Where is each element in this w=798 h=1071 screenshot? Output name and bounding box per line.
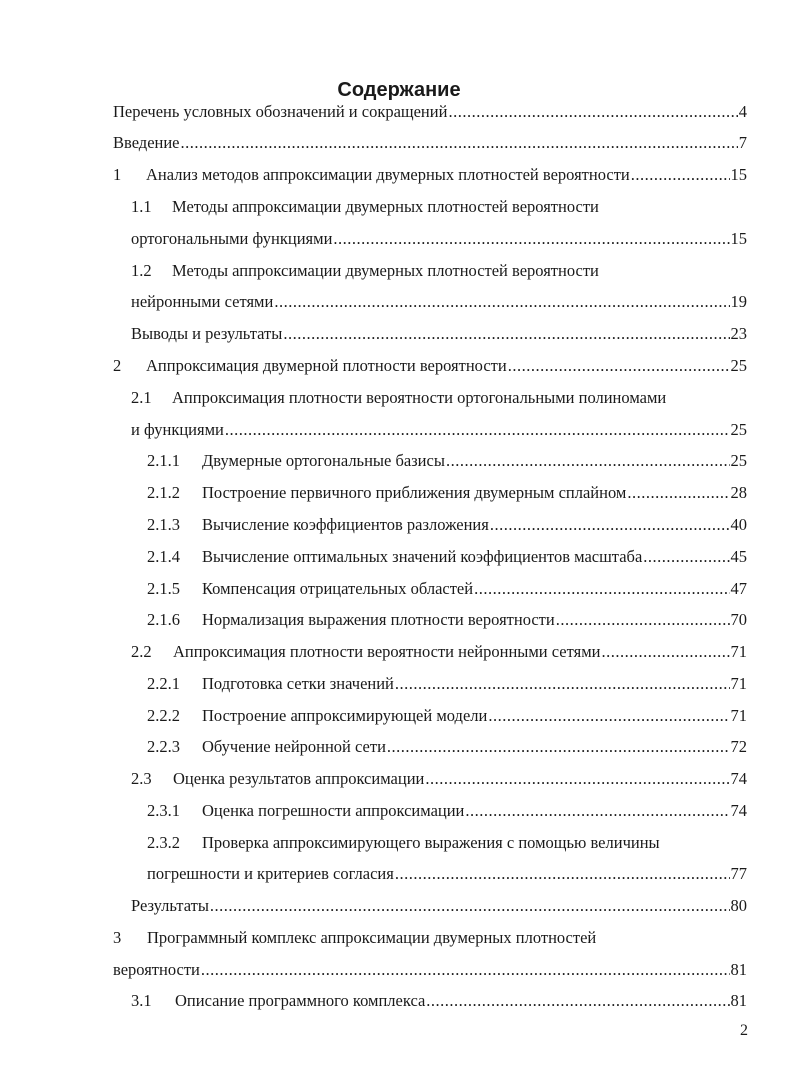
toc-entry[interactable] [131, 638, 747, 666]
toc-entry-text: Вычисление оптимальных значений коэффициентов масштаба [202, 547, 643, 566]
toc-entry-page: 80 [730, 896, 747, 915]
toc-entry-page: 74 [730, 769, 747, 788]
page-title: Содержание [337, 79, 461, 101]
toc-leader [425, 765, 729, 793]
toc-entry-text: Методы аппроксимации двумерных плотностей вероятности [172, 261, 599, 280]
toc-leader [490, 511, 730, 539]
toc-entry-text: Двумерные ортогональные базисы [202, 451, 445, 470]
toc-entry-text: Аппроксимация плотности вероятности ортогональными полиномами [172, 388, 667, 407]
toc-leader [465, 797, 729, 825]
toc-entry-number: 2.2 [131, 642, 152, 661]
toc-leader [631, 161, 730, 189]
toc-leader [474, 575, 729, 603]
toc-entry[interactable] [131, 257, 747, 285]
toc-entry[interactable] [131, 225, 747, 253]
toc-entry-number: 2.1.6 [147, 610, 180, 629]
toc-entry-number: 1 [113, 165, 122, 184]
toc-entry[interactable] [147, 829, 747, 857]
toc-entry-number: 2 [113, 356, 122, 375]
toc-leader [556, 606, 730, 634]
toc-leader [627, 479, 729, 507]
toc-entry-text: Компенсация отрицательных областей [202, 579, 474, 598]
toc-entry-number: 2.3 [131, 769, 152, 788]
toc-entry[interactable] [147, 860, 747, 888]
toc-entry[interactable] [131, 320, 747, 348]
page-number: 2 [740, 1022, 748, 1039]
toc-leader [387, 733, 730, 761]
toc-entry[interactable] [113, 98, 747, 126]
toc-leader [333, 225, 729, 253]
toc-entry-page: 81 [730, 960, 747, 979]
toc-leader [448, 98, 737, 126]
toc-entry-text: Обучение нейронной сети [202, 737, 386, 756]
toc-entry-page: 72 [730, 737, 747, 756]
toc-entry[interactable] [147, 543, 747, 571]
toc-entry-text: Оценка погрешности аппроксимации [202, 801, 465, 820]
toc-entry-page: 40 [730, 515, 747, 534]
toc-entry[interactable] [147, 733, 747, 761]
toc-entry-number: 2.2.3 [147, 737, 180, 756]
toc-entry-text: Выводы и результаты [131, 324, 283, 343]
toc-entry-page: 25 [730, 356, 747, 375]
toc-entry-page: 15 [730, 165, 747, 184]
toc-leader [395, 860, 730, 888]
toc-leader [643, 543, 729, 571]
toc-entry-text: Проверка аппроксимирующего выражения с помощью величины [202, 833, 660, 852]
toc-entry-text: погрешности и критериев согласия [147, 864, 394, 883]
toc-entry-page: 47 [730, 579, 747, 598]
toc-entry-number: 1.1 [131, 197, 152, 216]
toc-entry[interactable] [147, 511, 747, 539]
toc-entry-text: Аппроксимация плотности вероятности нейронными сетями [173, 642, 601, 661]
toc-entry-page: 15 [730, 229, 747, 248]
toc-entry[interactable] [147, 447, 747, 475]
toc-entry-page: 19 [730, 292, 747, 311]
toc-entry-text: Описание программного комплекса [175, 991, 426, 1010]
toc-entry-text: Результаты [131, 896, 209, 915]
toc-entry-page: 7 [738, 133, 747, 152]
toc-entry-number: 2.1.1 [147, 451, 180, 470]
toc-entry-text: вероятности [113, 960, 200, 979]
toc-entry-number: 3 [113, 928, 122, 947]
toc-entry-page: 45 [730, 547, 747, 566]
toc-leader [446, 447, 730, 475]
toc-entry-text: нейронными сетями [131, 292, 274, 311]
toc-leader [210, 892, 730, 920]
toc-entry-text: Вычисление коэффициентов разложения [202, 515, 489, 534]
toc-entry-number: 1.2 [131, 261, 152, 280]
toc-entry-page: 71 [730, 674, 747, 693]
toc-entry-number: 2.1.4 [147, 547, 180, 566]
toc-leader [274, 288, 729, 316]
toc-entry-text: Оценка результатов аппроксимации [173, 769, 425, 788]
toc-entry[interactable] [113, 129, 747, 157]
toc-entry[interactable] [147, 797, 747, 825]
toc-entry-page: 71 [730, 706, 747, 725]
toc-entry[interactable] [131, 892, 747, 920]
toc-leader [395, 670, 730, 698]
toc-leader [283, 320, 729, 348]
toc-entry[interactable] [131, 987, 747, 1015]
toc-entry-text: Перечень условных обозначений и сокращений [113, 102, 448, 121]
toc-entry-number: 3.1 [131, 991, 152, 1010]
toc-entry[interactable] [113, 924, 747, 952]
toc-entry-page: 70 [730, 610, 747, 629]
toc-entry-text: Программный комплекс аппроксимации двумерных плотностей [147, 928, 597, 947]
toc-leader [426, 987, 729, 1015]
toc-entry[interactable] [113, 352, 747, 380]
toc-entry-number: 2.1 [131, 388, 152, 407]
toc-entry-page: 25 [730, 420, 747, 439]
toc-leader [488, 702, 729, 730]
toc-entry[interactable] [113, 956, 747, 984]
toc-entry-page: 81 [730, 991, 747, 1010]
toc-entry[interactable] [131, 765, 747, 793]
toc-entry-text: Нормализация выражения плотности вероятности [202, 610, 555, 629]
toc-entry-page: 71 [730, 642, 747, 661]
toc-entry-text: Построение аппроксимирующей модели [202, 706, 488, 725]
toc-entry-text: Построение первичного приближения двумерным сплайном [202, 483, 627, 502]
toc-entry-page: 25 [730, 451, 747, 470]
toc-entry[interactable] [131, 193, 747, 221]
toc-entry-number: 2.1.2 [147, 483, 180, 502]
toc-entry-text: Введение [113, 133, 180, 152]
toc-entry-page: 23 [730, 324, 747, 343]
toc-entry-number: 2.2.2 [147, 706, 180, 725]
toc-entry-page: 4 [738, 102, 747, 121]
toc-entry-number: 2.2.1 [147, 674, 180, 693]
toc-leader [181, 129, 738, 157]
toc-entry-page: 77 [730, 864, 747, 883]
toc-entry-text: Аппроксимация двумерной плотности вероятности [146, 356, 507, 375]
toc-entry[interactable] [147, 575, 747, 603]
toc-leader [201, 956, 730, 984]
toc-entry[interactable] [147, 606, 747, 634]
toc-entry-page: 74 [730, 801, 747, 820]
toc-entry-number: 2.1.5 [147, 579, 180, 598]
toc-entry-page: 28 [730, 483, 747, 502]
toc-entry[interactable] [131, 384, 747, 412]
toc-leader [225, 416, 730, 444]
toc-entry-text: и функциями [131, 420, 224, 439]
toc-entry-text: Подготовка сетки значений [202, 674, 394, 693]
toc-entry-text: Анализ методов аппроксимации двумерных плотностей вероятности [146, 165, 630, 184]
toc-entry[interactable] [131, 288, 747, 316]
toc-entry-number: 2.3.2 [147, 833, 180, 852]
toc-leader [601, 638, 729, 666]
toc-entry-text: ортогональными функциями [131, 229, 333, 248]
toc-entry[interactable] [147, 479, 747, 507]
toc-entry-text: Методы аппроксимации двумерных плотностей вероятности [172, 197, 599, 216]
toc-leader [508, 352, 730, 380]
toc-entry[interactable] [147, 702, 747, 730]
toc-entry[interactable] [131, 416, 747, 444]
toc-entry-number: 2.3.1 [147, 801, 180, 820]
toc-entry[interactable] [147, 670, 747, 698]
toc-entry-number: 2.1.3 [147, 515, 180, 534]
toc-entry[interactable] [113, 161, 747, 189]
